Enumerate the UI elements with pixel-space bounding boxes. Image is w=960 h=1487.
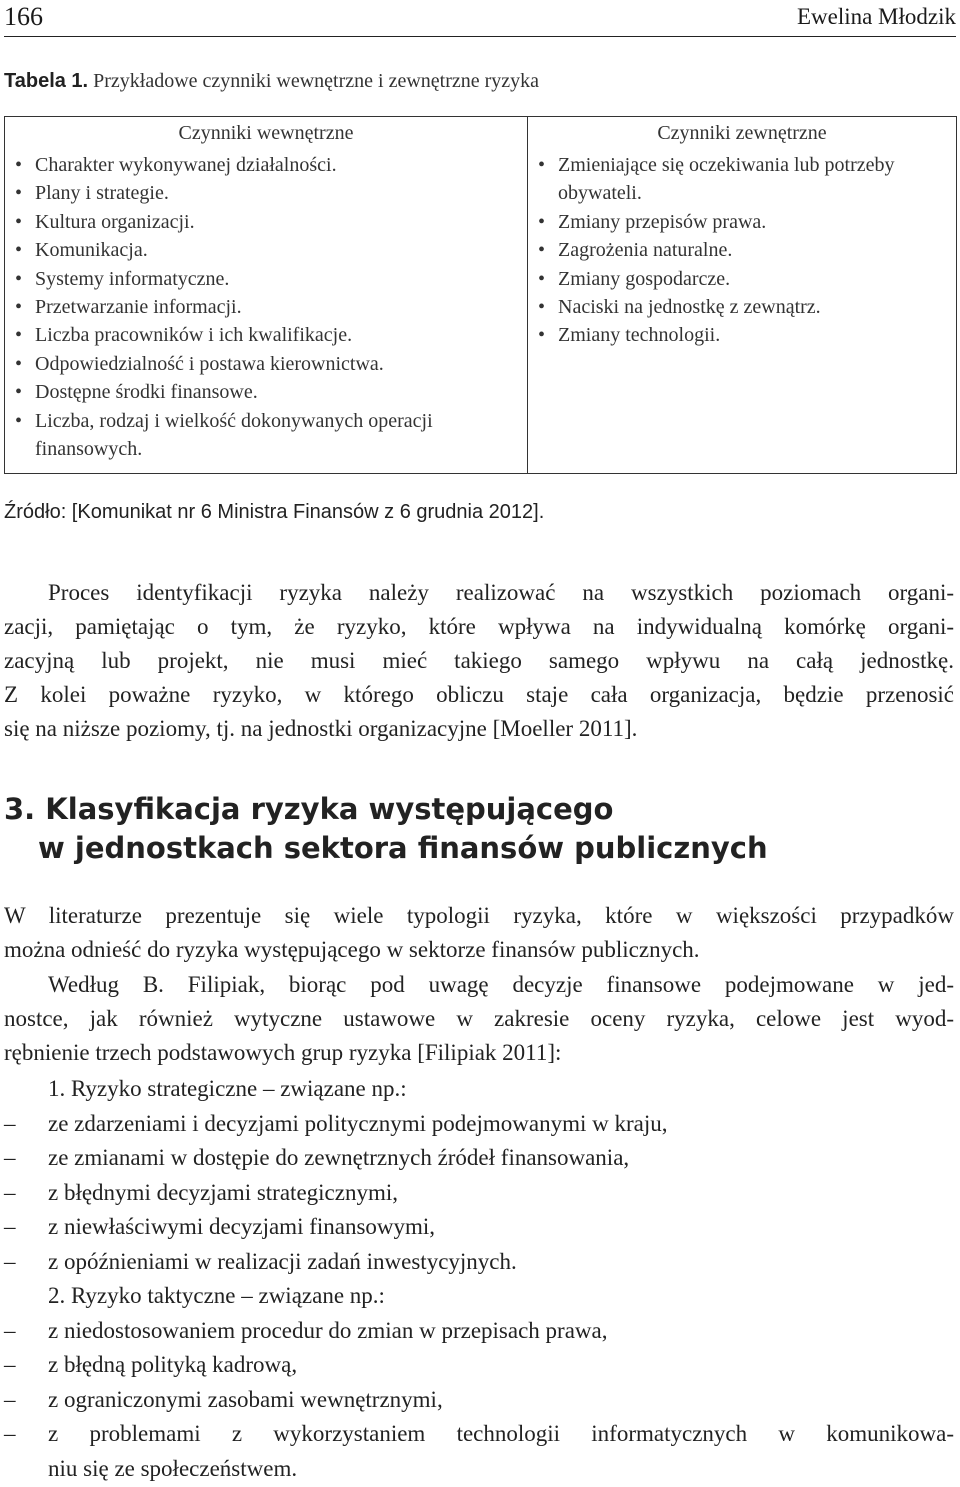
list-item: • Zagrożenia naturalne. [536,236,948,264]
dash-marker: – [4,1352,16,1377]
group-title [4,1279,954,1314]
external-factors-cell [528,149,957,474]
section-heading [4,790,768,868]
list-item: • Odpowiedzialność i postawa kierownictwa. [13,350,519,378]
list-item-text: z błędnymi decyzjami strategicznymi, [48,1179,398,1205]
list-item [4,1141,954,1176]
list-item: • Dostępne środki finansowe. [13,378,519,406]
table-source: Źródło: [Komunikat nr 6 Ministra Finansów z 6 grudnia 2012]. [4,501,545,523]
section-heading-line: w jednostkach sektora finansów publicznych [38,831,768,865]
list-item-text: z niedostosowaniem procedur do zmian w przepisach prawa, [48,1317,608,1343]
list-item-text: niu się ze społeczeństwem. [48,1455,298,1481]
list-item [4,1210,954,1245]
text-line: się na niższe poziomy, tj. na jednostki organizacyjne [Moeller 2011]. [4,716,638,741]
text-line: Według B. Filipiak, biorąc pod uwagę decyzje finansowe podejmowane w jed- [48,972,954,997]
list-item [4,1348,954,1383]
list-item: • Zmiany przepisów prawa. [536,208,948,236]
list-item: • Liczba, rodzaj i wielkość dokonywanych operacji finansowych. [13,407,519,464]
list-item: • Plany i strategie. [13,179,519,207]
list-item: • Przetwarzanie informacji. [13,293,519,321]
group-title-text: 2. Ryzyko taktyczne – związane np.: [48,1283,385,1308]
list-item: • Systemy informatyczne. [13,265,519,293]
list-item-text: z błędną polityką kadrową, [48,1352,298,1377]
text-line: W literaturze prezentuje się wiele typologii ryzyka, które w większości przypadków [4,903,954,928]
table-body-row [5,149,957,474]
paragraph-typologies [4,899,954,967]
list-item: • Zmiany gospodarcze. [536,265,948,293]
dash-marker: – [4,1110,16,1136]
internal-factors-header: Czynniki wewnętrzne [5,117,528,150]
table-caption [4,70,539,93]
paragraph-identification [4,576,954,746]
risk-factors-table [4,116,957,474]
running-header [4,0,956,37]
table-header-row [5,117,957,150]
external-factors-header: Czynniki zewnętrzne [528,117,957,150]
text-line: Z kolei poważne ryzyko, w którego obliczu staje cała organizacja, będzie przenosić [4,682,954,707]
list-item: • Liczba pracowników i ich kwalifikacje. [13,321,519,349]
dash-marker: – [4,1179,16,1205]
dash-marker: – [4,1145,16,1170]
group-title-text: 1. Ryzyko strategiczne – związane np.: [48,1076,407,1101]
text-line: zacji, pamiętając o tym, że ryzyko, które wpływa na indywidualną komórkę organi- [4,614,954,639]
list-item-text: z niewłaściwymi decyzjami finansowymi, [48,1214,436,1239]
internal-factors-cell [5,149,528,474]
list-item-text: z ograniczonymi zasobami wewnętrznymi, [48,1386,443,1412]
table-caption-label: Tabela 1. [4,70,89,92]
paragraph-filipiak [4,968,954,1070]
list-item-text: ze zdarzeniami i decyzjami politycznymi podejmowanymi w kraju, [48,1110,668,1136]
list-item: • Kultura organizacji. [13,208,519,236]
list-item [4,1314,954,1349]
text-line: zacyjną lub projekt, nie musi mieć takiego samego wpływu na całą jednostkę. [4,648,954,673]
list-item: • Komunikacja. [13,236,519,264]
list-item [4,1417,954,1452]
list-item: • Naciski na jednostkę z zewnątrz. [536,293,948,321]
table-caption-text: Przykładowe czynniki wewnętrzne i zewnętrzne ryzyka [88,70,540,92]
dash-marker: – [4,1317,16,1343]
text-line: Proces identyfikacji ryzyka należy realizować na wszystkich poziomach organi- [48,580,954,605]
list-item-text: ze zmianami w dostępie do zewnętrznych źródeł finansowania, [48,1145,630,1170]
dash-marker: – [4,1214,16,1239]
dash-marker: – [4,1421,16,1446]
external-factors-list [528,149,956,360]
list-item [4,1245,954,1280]
list-item: • Zmiany technologii. [536,321,948,349]
text-line: nostce, jak również wytyczne ustawowe w zakresie oceny ryzyka, celowe jest wyod- [4,1006,954,1031]
text-line: rębnienie trzech podstawowych grup ryzyka [Filipiak 2011]: [4,1040,562,1065]
list-item-text: z opóźnieniami w realizacji zadań inwestycyjnych. [48,1248,517,1274]
dash-marker: – [4,1248,16,1274]
list-item [4,1107,954,1142]
list-item [4,1383,954,1418]
section-heading-line: 3. Klasyfikacja ryzyka występującego [4,792,614,826]
list-item-continuation [4,1452,954,1487]
risk-groups-list [4,1072,954,1486]
running-author: Ewelina Młodzik [796,4,956,29]
list-item: • Zmieniające się oczekiwania lub potrzeby obywateli. [536,151,948,208]
dash-marker: – [4,1386,16,1412]
list-item [4,1176,954,1211]
list-item: • Charakter wykonywanej działalności. [13,151,519,179]
internal-factors-list [5,149,527,473]
list-item-text: z problemami z wykorzystaniem technologii informatycznych w komunikowa- [48,1421,954,1446]
group-title [4,1072,954,1107]
page-number: 166 [4,2,43,31]
text-line: można odnieść do ryzyka występującego w sektorze finansów publicznych. [4,937,700,962]
